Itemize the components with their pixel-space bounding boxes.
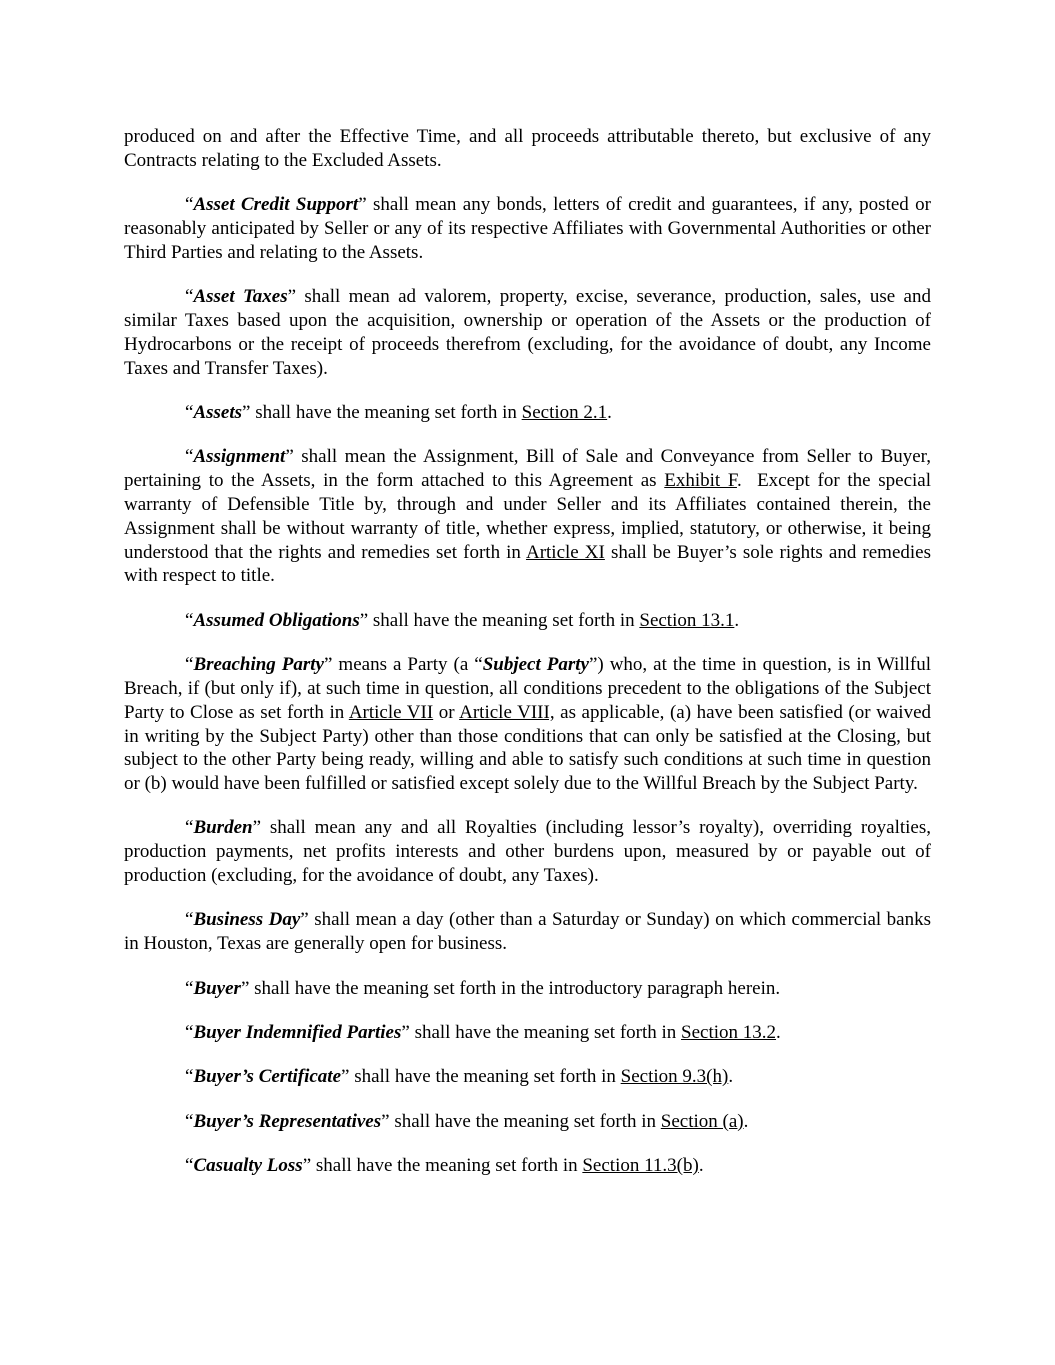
definition-text: ” shall mean any and all Royalties (including lessor’s royalty), overriding royalties, production payments, net profits interests and other burdens upon, measured by or payable out of production (excluding, for the avoidance of doubt, any Taxes). bbox=[124, 817, 931, 887]
definition-assumed-obligations bbox=[124, 609, 931, 633]
defined-term: Burden bbox=[193, 817, 253, 839]
open-quote: “ bbox=[185, 194, 194, 216]
definition-text: ” shall mean any bonds, letters of credit and guarantees, if any, posted or reasonably anticipated by Seller or any of its respective Affiliates with Governmental Authorities or other Third Parties and relating to the Assets. bbox=[124, 194, 931, 263]
open-quote: “ bbox=[185, 1022, 194, 1044]
defined-term: Asset Credit Support bbox=[193, 194, 359, 216]
open-quote: “ bbox=[185, 609, 194, 631]
definition-text: ” shall mean the Assignment, Bill of Sale and Conveyance from Seller to Buyer, pertaining to the Assets, in the form attached to this Agreement as bbox=[124, 446, 931, 492]
defined-term: Buyer’s Representatives bbox=[193, 1110, 382, 1132]
definition-text: shall be Buyer’s sole rights and remedies with respect to title. bbox=[124, 541, 931, 587]
text-segment: produced on and after the Effective Time, and all proceeds attributable thereto, but exclusive of any Contracts relating to the Excluded Assets. bbox=[124, 126, 931, 171]
open-quote: “ bbox=[185, 446, 194, 468]
cross-reference: Article VII bbox=[348, 701, 434, 723]
defined-term: Business Day bbox=[193, 909, 301, 931]
definition-business-day bbox=[124, 908, 931, 956]
cross-reference: Article XI bbox=[525, 541, 605, 563]
definition-text: as applicable, (a) have been satisfied (or waived in writing by the Subject Party) other than those conditions that can only be satisfied at the Closing, but subject to the other Party being ready, willing and able to satisfy such conditions at such time in question or (b) would have been fulfilled or satisfied except solely due to the Willful Breach by the Subject Party. bbox=[124, 701, 932, 795]
open-quote: “ bbox=[185, 1066, 194, 1088]
definition-asset-credit-support bbox=[124, 193, 931, 264]
definition-text: ” shall have the meaning set forth in the introductory paragraph herein. bbox=[240, 977, 781, 999]
definition-text: ” shall have the meaning set forth in bbox=[341, 1066, 621, 1088]
defined-term: Assumed Obligations bbox=[193, 609, 360, 631]
definition-text: ” shall have the meaning set forth in bbox=[359, 609, 640, 631]
definition-buyer bbox=[124, 977, 931, 1001]
definition-buyers-representatives bbox=[124, 1110, 931, 1134]
open-quote: “ bbox=[185, 654, 194, 676]
definition-text: . bbox=[698, 1155, 704, 1177]
definition-text: . Except for the special warranty of Defensible Title by, through and under Seller and its Affiliates contained therein, the Assignment shall be without warranty of title, whether express, implied, statutory, or otherwise, it being understood that the rights and remedies set forth in bbox=[124, 470, 936, 563]
definition-burden bbox=[124, 816, 931, 887]
defined-term: Casualty Loss bbox=[193, 1155, 303, 1177]
definition-text: . bbox=[607, 401, 612, 423]
defined-term: Buyer Indemnified Parties bbox=[193, 1022, 402, 1044]
paragraph-continuation bbox=[124, 125, 931, 173]
definition-text: ” shall mean ad valorem, property, excise, severance, production, sales, use and similar Taxes based upon the acquisition, ownership or operation of the Assets or the production of Hydrocarbons or the receipt of proceeds therefrom (excluding, for the avoidance of doubt, any Income Taxes and Transfer Taxes). bbox=[124, 286, 931, 379]
definition-text: ” shall have the meaning set forth in bbox=[242, 401, 522, 423]
definition-asset-taxes bbox=[124, 285, 931, 380]
cross-reference: Section 9.3(h) bbox=[620, 1066, 729, 1088]
definition-text: . bbox=[743, 1110, 749, 1132]
definition-breaching-party bbox=[124, 653, 931, 796]
definition-text: ” means a Party (a “ bbox=[324, 654, 483, 676]
definition-text: ” shall have the meaning set forth in bbox=[302, 1155, 583, 1177]
definition-buyer-indemnified-parties bbox=[124, 1021, 931, 1045]
defined-term: Assets bbox=[193, 401, 243, 423]
cross-reference: Section 13.1 bbox=[639, 609, 735, 631]
definition-text: ”) who, at the time in question, is in Willful Breach, if (but only if), at such time in question, all conditions precedent to the obligations of the Subject Party to Close as set forth in bbox=[124, 654, 931, 723]
definition-text: . bbox=[728, 1066, 734, 1088]
definition-text: . bbox=[734, 609, 740, 631]
open-quote: “ bbox=[185, 909, 194, 931]
cross-reference: Exhibit F bbox=[664, 470, 737, 492]
definition-casualty-loss bbox=[124, 1154, 931, 1178]
cross-reference: Section 2.1 bbox=[521, 401, 608, 423]
definition-assignment bbox=[124, 445, 936, 588]
definition-buyers-certificate bbox=[124, 1065, 931, 1089]
cross-reference: Section (a) bbox=[660, 1110, 744, 1132]
definition-text: ” shall have the meaning set forth in bbox=[401, 1022, 682, 1044]
defined-term: Buyer bbox=[193, 977, 241, 999]
definition-text: ” shall have the meaning set forth in bbox=[381, 1110, 661, 1132]
definition-text: or bbox=[433, 701, 460, 723]
open-quote: “ bbox=[185, 977, 194, 999]
open-quote: “ bbox=[185, 401, 194, 423]
cross-reference: Section 11.3(b) bbox=[582, 1155, 699, 1177]
defined-term: Asset Taxes bbox=[193, 286, 288, 308]
open-quote: “ bbox=[185, 286, 194, 308]
defined-term: Breaching Party bbox=[193, 654, 324, 676]
cross-reference: Article VIII, bbox=[459, 701, 555, 723]
defined-term: Assignment bbox=[193, 446, 286, 468]
defined-term: Subject Party bbox=[482, 654, 589, 676]
open-quote: “ bbox=[185, 1155, 194, 1177]
cross-reference: Section 13.2 bbox=[681, 1022, 777, 1044]
defined-term: Buyer’s Certificate bbox=[193, 1066, 342, 1088]
definition-assets bbox=[124, 401, 931, 425]
definition-text: ” shall mean a day (other than a Saturday or Sunday) on which commercial banks in Houston, Texas are generally open for business. bbox=[124, 909, 932, 955]
open-quote: “ bbox=[185, 817, 194, 839]
definition-text: . bbox=[776, 1022, 781, 1044]
open-quote: “ bbox=[185, 1110, 194, 1132]
